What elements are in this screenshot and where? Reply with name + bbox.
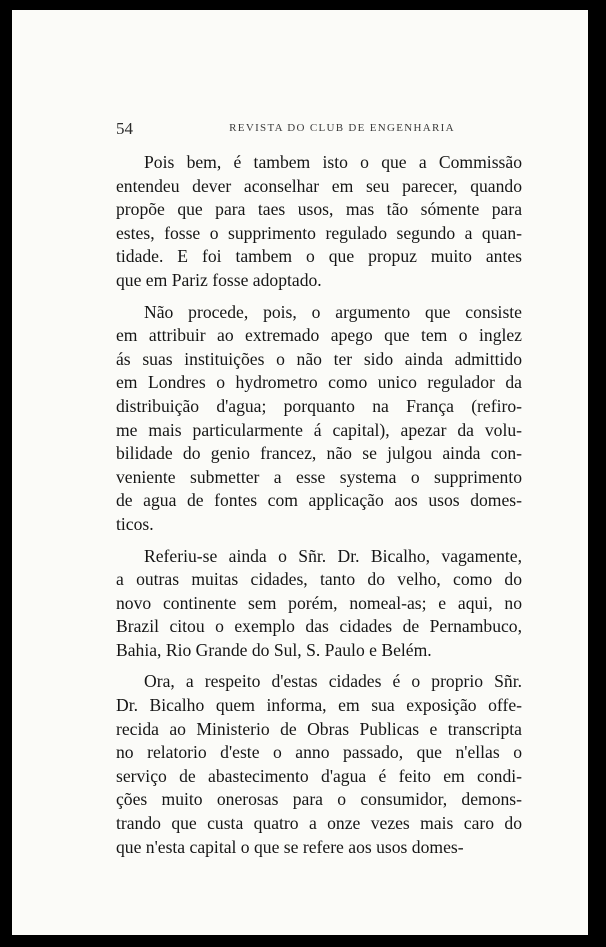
text-line: Referiu-se ainda o Sñr. Dr. Bicalho, vagamente, (144, 545, 522, 566)
text-line: que n'esta capital o que se refere aos usos domes- (116, 836, 464, 857)
text-line: ticos. (116, 513, 154, 534)
text-line: de agua de fontes com applicação aos usos domes- (116, 490, 522, 511)
text-line: Ora, a respeito d'estas cidades é o proprio Sñr. (144, 671, 522, 692)
text-line: ções muito onerosas para o consumidor, demons- (116, 789, 522, 810)
text-line: serviço de abastecimento d'agua é feito em condi- (116, 765, 522, 786)
text-line: entendeu dever aconselhar em seu parecer, quando (116, 175, 522, 196)
text-line: veniente submetter a esse systema o supprimento (116, 466, 522, 487)
running-title: REVISTA DO CLUB DE ENGENHARIA (229, 122, 455, 134)
paragraph (116, 301, 522, 537)
text-line: Bahia, Rio Grande do Sul, S. Paulo e Belém. (116, 639, 432, 660)
page-number: 54 (116, 119, 133, 138)
text-line: a outras muitas cidades, tanto do velho, como do (116, 569, 522, 590)
text-line: Pois bem, é tambem isto o que a Commissão (144, 152, 522, 172)
text-line: propõe que para taes usos, mas tão sómente para (116, 199, 522, 220)
text-line: em attribuir ao extremado apego que tem o inglez (116, 325, 522, 346)
text-line: Dr. Bicalho quem informa, em sua exposição offe- (116, 695, 522, 716)
text-line: estes, fosse o supprimento regulado segundo a quan- (116, 222, 522, 243)
text-line: Brazil citou o exemplo das cidades de Pernambuco, (116, 616, 522, 637)
text-line: distribuição d'agua; porquanto na França (refiro- (116, 395, 522, 416)
book-page (12, 10, 588, 935)
text-line: bilidade do genio francez, não se julgou ainda con- (116, 443, 522, 464)
text-line: recida ao Ministerio de Obras Publicas e transcripta (116, 718, 522, 739)
text-line: que em Pariz fosse adoptado. (116, 269, 322, 290)
paragraph (116, 151, 522, 293)
text-line: me mais particularmente á capital), apezar da volu- (116, 419, 522, 440)
text-line: novo continente sem porém, nomeal-as; e aqui, no (116, 592, 522, 613)
text-line: trando que custa quatro a onze vezes mais caro do (116, 813, 522, 834)
page-header (116, 119, 522, 141)
paragraph (116, 670, 522, 859)
text-line: em Londres o hydrometro como unico regulador da (116, 372, 522, 393)
text-line: ás suas instituições o não ter sido ainda admittido (116, 348, 522, 369)
text-line: tidade. E foi tambem o que propuz muito antes (116, 246, 522, 267)
body-text (116, 151, 522, 867)
text-line: no relatorio d'este o anno passado, que n'ellas o (116, 742, 522, 763)
text-line: Não procede, pois, o argumento que consiste (144, 301, 522, 322)
paragraph (116, 545, 522, 663)
